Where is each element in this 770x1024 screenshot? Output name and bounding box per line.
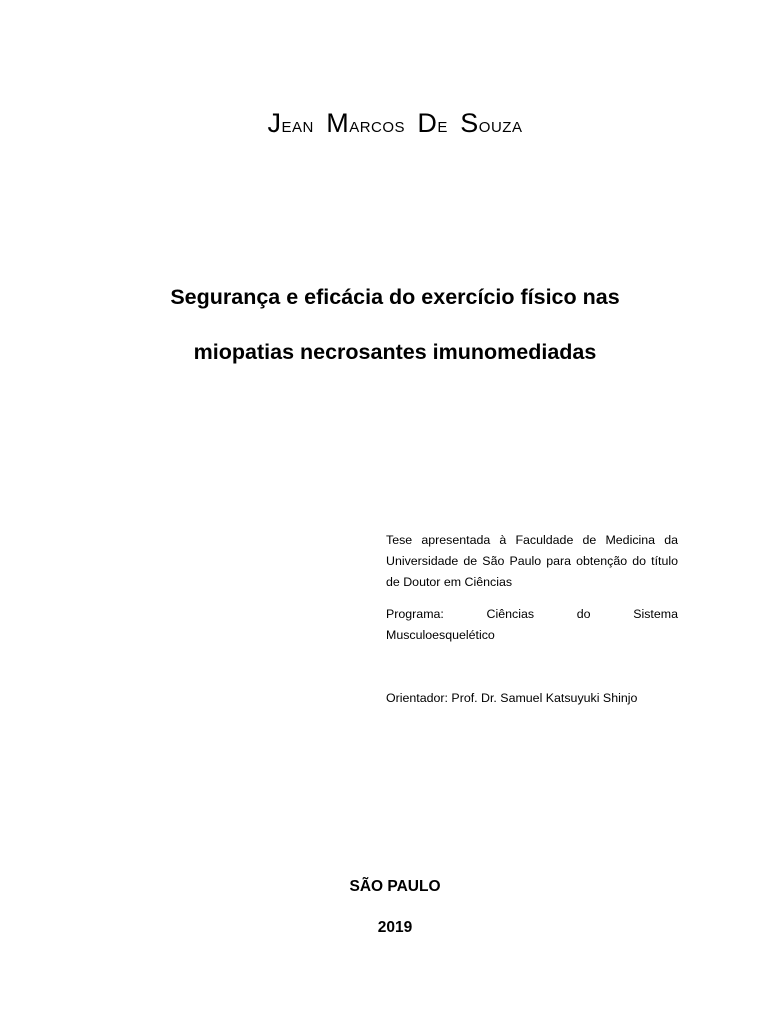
program-word: Programa:	[386, 607, 444, 621]
advisor-line: Orientador: Prof. Dr. Samuel Katsuyuki Shinjo	[386, 691, 638, 705]
author-name	[0, 108, 770, 139]
program-block	[386, 604, 678, 646]
city: SÃO PAULO	[349, 878, 441, 895]
author-first-name: Jean	[267, 108, 314, 138]
thesis-title-line-1: Segurança e eficácia do exercício físico nas	[170, 285, 620, 309]
author-particle: De	[417, 108, 448, 138]
program-word: Ciências	[486, 607, 535, 621]
year: 2019	[377, 919, 413, 936]
program-continuation: Musculoesquelético	[386, 628, 495, 642]
program-word: do	[576, 607, 591, 621]
author-middle-name: Marcos	[326, 108, 406, 138]
thesis-description: Tese apresentada à Faculdade de Medicina da Universidade de São Paulo para obtenção do título de Doutor em Ciências	[386, 533, 678, 589]
program-line	[386, 604, 678, 625]
author-last-name: Souza	[460, 108, 523, 138]
program-word: Sistema	[633, 607, 678, 621]
thesis-title-line-2: miopatias necrosantes imunomediadas	[193, 340, 597, 364]
